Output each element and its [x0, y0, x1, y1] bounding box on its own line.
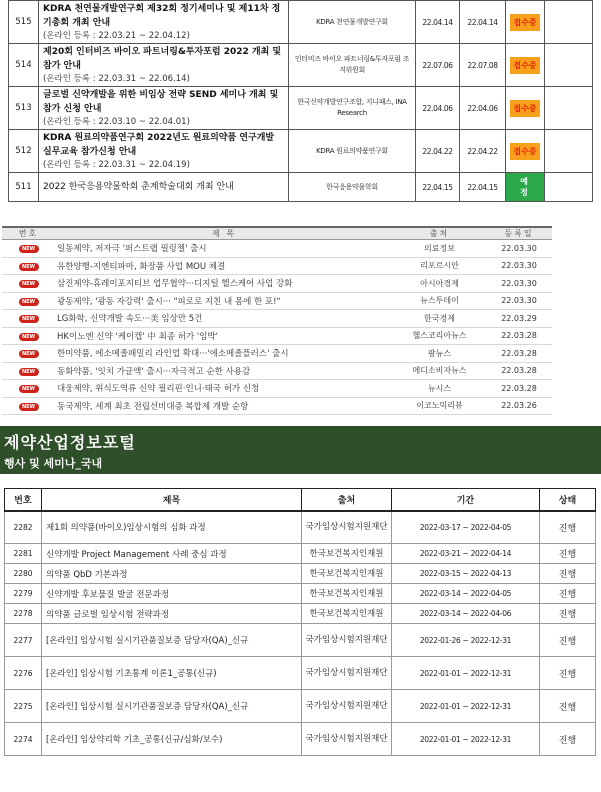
- event-registration: (온라인 등록 : 22.03.21 ~ 22.04.12): [43, 31, 190, 41]
- event-row[interactable]: [9, 44, 593, 87]
- seminar-row[interactable]: [5, 723, 596, 756]
- news-date: 22.03.28: [501, 348, 537, 358]
- news-title[interactable]: 광동제약, '광동 자강력' 출시··· "피로로 지친 내 몸에 한 포!": [57, 296, 281, 307]
- event-end: 22.04.22: [460, 130, 506, 173]
- event-organizer: KDRA 천연물개발연구회: [289, 1, 416, 44]
- seminar-number: 2280: [5, 564, 42, 584]
- seminar-period: 2022-01-01 ~ 2022-12-31: [392, 657, 540, 690]
- seminar-title[interactable]: [온라인] 임상시험 기초통계 이론1_공통(신규): [42, 657, 302, 690]
- event-table-section: [8, 0, 593, 207]
- seminar-row[interactable]: [5, 511, 596, 544]
- event-title[interactable]: KDRA 천연물개발연구회 제32회 정기세미나 및 제11차 정기총회 개최 안내: [43, 4, 281, 28]
- event-organizer: 한국신약개발연구조합, 지니패스, INA Research: [289, 87, 416, 130]
- news-title[interactable]: 삼진제약-휴레이포지티브 업무협약···디지털 헬스케어 사업 강화: [57, 279, 293, 290]
- news-date: 22.03.28: [501, 366, 537, 376]
- news-row[interactable]: [2, 380, 552, 398]
- event-start: 22.07.06: [416, 44, 460, 87]
- news-title[interactable]: LG화학, 신약개발 속도···美 임상만 5건: [57, 314, 203, 325]
- seminar-status: 진행: [540, 723, 596, 756]
- seminar-number: 2275: [5, 690, 42, 723]
- event-organizer: 인터비즈 바이오 파트너링&투자포럼 조직위원회: [289, 44, 416, 87]
- seminar-period: 2022-03-14 ~ 2022-04-05: [392, 584, 540, 604]
- portal-subtitle: 행사 및 세미나_국내: [4, 457, 103, 470]
- event-end: 22.04.15: [460, 173, 506, 202]
- col-header-date: 등록일: [504, 229, 534, 238]
- seminar-source: 국가임상시험지원재단: [302, 624, 392, 657]
- event-organizer: KDRA 원료의약품연구회: [289, 130, 416, 173]
- col-header-title: 제 목: [212, 229, 236, 238]
- seminar-period: 2022-03-15 ~ 2022-04-13: [392, 564, 540, 584]
- news-date: 22.03.30: [501, 243, 537, 253]
- seminar-source: 국가임상시험지원재단: [302, 690, 392, 723]
- news-date: 22.03.28: [501, 331, 537, 341]
- event-end: 22.04.06: [460, 87, 506, 130]
- news-table-section: [2, 226, 552, 426]
- news-table: [2, 226, 552, 415]
- news-row[interactable]: [2, 327, 552, 345]
- event-number: 511: [9, 173, 39, 202]
- seminar-number: 2277: [5, 624, 42, 657]
- seminar-status: 진행: [540, 544, 596, 564]
- news-source: 아시아경제: [420, 278, 459, 288]
- event-number: 512: [9, 130, 39, 173]
- seminar-source: 한국보건복지인재원: [302, 584, 392, 604]
- news-source: 헬스코리아뉴스: [412, 331, 467, 341]
- seminar-status: 진행: [540, 564, 596, 584]
- news-date: 22.03.30: [501, 278, 537, 288]
- new-badge: NEW: [19, 350, 39, 358]
- news-row[interactable]: [2, 397, 552, 415]
- new-badge: NEW: [19, 263, 39, 271]
- status-badge: 예 정: [506, 173, 544, 201]
- event-row[interactable]: [9, 1, 593, 44]
- event-row[interactable]: [9, 173, 593, 202]
- news-title[interactable]: 유한양행-지엔티파마, 화장품 사업 MOU 체결: [57, 261, 226, 272]
- seminar-number: 2276: [5, 657, 42, 690]
- news-source: 뉴스투데이: [420, 296, 459, 306]
- seminar-number: 2281: [5, 544, 42, 564]
- event-number: 513: [9, 87, 39, 130]
- new-badge: NEW: [19, 280, 39, 288]
- status-badge: 접수중: [510, 143, 539, 160]
- news-source: 한국경제: [424, 313, 455, 323]
- seminar-status: 진행: [540, 657, 596, 690]
- event-row[interactable]: [9, 87, 593, 130]
- news-date: 22.03.29: [501, 313, 537, 323]
- seminar-status: 진행: [540, 604, 596, 624]
- news-title[interactable]: HK이노엔 신약 '케이캡' 中 최종 허가 '임박': [57, 331, 218, 342]
- event-title[interactable]: 2022 한국응용약물학회 춘계학술대회 개최 안내: [43, 182, 234, 192]
- status-badge: 접수중: [510, 100, 539, 117]
- seminar-source: 국가임상시험지원재단: [302, 723, 392, 756]
- seminar-period: 2022-01-01 ~ 2022-12-31: [392, 723, 540, 756]
- col-header-source: 출처: [429, 229, 450, 238]
- new-badge: NEW: [19, 298, 39, 306]
- col-header-period: 기간: [392, 489, 540, 511]
- new-badge: NEW: [19, 403, 39, 411]
- event-organizer: 한국응용약물학회: [289, 173, 416, 202]
- seminar-title[interactable]: 제1회 의약품(바이오)임상시험의 심화 과정: [42, 511, 302, 544]
- news-date: 22.03.30: [501, 261, 537, 271]
- new-badge: NEW: [19, 245, 39, 253]
- col-header-title: 제목: [42, 489, 302, 511]
- seminar-table-section: [4, 488, 596, 788]
- news-title[interactable]: 동국제약, 세계 최초 전립선비대증 복합제 개발 순항: [57, 401, 249, 412]
- news-title[interactable]: 한미약품, 에소메졸패밀리 라인업 확대···'에소메졸플러스' 출시: [57, 349, 289, 360]
- seminar-title[interactable]: [온라인] 임상시험 실시기관품질보증 담당자(QA)_신규: [42, 690, 302, 723]
- seminar-table: [4, 488, 596, 756]
- seminar-period: 2022-03-17 ~ 2022-04-05: [392, 511, 540, 544]
- news-source: 메디소비자뉴스: [412, 366, 467, 376]
- event-start: 22.04.22: [416, 130, 460, 173]
- event-registration: (온라인 등록 : 22.03.31 ~ 22.04.19): [43, 160, 190, 170]
- event-number: 515: [9, 1, 39, 44]
- seminar-status: 진행: [540, 624, 596, 657]
- new-badge: NEW: [19, 333, 39, 341]
- seminar-number: 2274: [5, 723, 42, 756]
- event-row[interactable]: [9, 130, 593, 173]
- news-date: 22.03.28: [501, 383, 537, 393]
- seminar-status: 진행: [540, 511, 596, 544]
- news-header-row: [2, 227, 552, 240]
- col-header-number: 번호: [5, 489, 42, 511]
- col-header-source: 출처: [302, 489, 392, 511]
- col-header-number: 번호: [18, 229, 39, 238]
- news-source: 이코노믹리뷰: [416, 401, 463, 411]
- seminar-status: 진행: [540, 690, 596, 723]
- news-title[interactable]: 일동제약, 저자극 '퍼스트랩 필링젤' 출시: [57, 244, 207, 255]
- news-date: 22.03.30: [501, 296, 537, 306]
- event-start: 22.04.14: [416, 1, 460, 44]
- seminar-status: 진행: [540, 584, 596, 604]
- news-row[interactable]: [2, 275, 552, 293]
- event-start: 22.04.06: [416, 87, 460, 130]
- seminar-number: 2278: [5, 604, 42, 624]
- portal-banner: [0, 426, 601, 474]
- portal-title: 제약산업정보포털: [4, 433, 136, 452]
- seminar-source: 한국보건복지인재원: [302, 544, 392, 564]
- seminar-title[interactable]: [온라인] 임상약리학 기초_공통(신규/심화/보수): [42, 723, 302, 756]
- news-row[interactable]: [2, 292, 552, 310]
- status-badge: 접수중: [510, 57, 539, 74]
- news-source: 뉴시스: [427, 383, 452, 393]
- seminar-title[interactable]: 의약품 글로벌 임상시험 전략과정: [42, 604, 302, 624]
- news-source: 의료정보: [424, 243, 455, 253]
- seminar-period: 2022-01-26 ~ 2022-12-31: [392, 624, 540, 657]
- seminar-title[interactable]: 의약품 QbD 기본과정: [42, 564, 302, 584]
- event-table: [8, 0, 593, 202]
- event-number: 514: [9, 44, 39, 87]
- seminar-row[interactable]: [5, 584, 596, 604]
- seminar-title[interactable]: 신약개발 Project Management 사례 중심 과정: [42, 544, 302, 564]
- seminar-period: 2022-03-14 ~ 2022-04-06: [392, 604, 540, 624]
- seminar-source: 한국보건복지인재원: [302, 564, 392, 584]
- news-row[interactable]: [2, 345, 552, 363]
- news-row[interactable]: [2, 240, 552, 258]
- seminar-period: 2022-01-01 ~ 2022-12-31: [392, 690, 540, 723]
- event-title[interactable]: KDRA 원료의약품연구회 2022년도 원료의약품 연구개발 실무교육 참가신청 안내: [43, 133, 275, 157]
- news-row[interactable]: [2, 257, 552, 275]
- news-date: 22.03.26: [501, 401, 537, 411]
- event-title[interactable]: 글로벌 신약개발을 위한 비임상 전략 SEND 세미나 개최 및 참가 신청 안내: [43, 90, 279, 114]
- event-registration: (온라인 등록 : 22.03.10 ~ 22.04.01): [43, 117, 190, 127]
- seminar-title[interactable]: [온라인] 임상시험 실시기관품질보증 담당자(QA)_신규: [42, 624, 302, 657]
- seminar-row[interactable]: [5, 544, 596, 564]
- seminar-row[interactable]: [5, 624, 596, 657]
- seminar-number: 2282: [5, 511, 42, 544]
- seminar-title[interactable]: 신약개발 후보물질 발굴 전문과정: [42, 584, 302, 604]
- news-title[interactable]: 동화약품, '잇치 가글액' 출시···자극적고 순한 사용감: [57, 366, 251, 377]
- seminar-row[interactable]: [5, 657, 596, 690]
- news-row[interactable]: [2, 310, 552, 328]
- event-title[interactable]: 제20회 인터비즈 바이오 파트너링&투자포럼 2022 개최 및 참가 안내: [43, 47, 282, 71]
- seminar-row[interactable]: [5, 564, 596, 584]
- news-source: 팜뉴스: [427, 348, 452, 358]
- seminar-number: 2279: [5, 584, 42, 604]
- new-badge: NEW: [19, 385, 39, 393]
- seminar-row[interactable]: [5, 604, 596, 624]
- seminar-source: 한국보건복지인재원: [302, 604, 392, 624]
- news-title[interactable]: 대웅제약, 위식도역류 신약 필리핀·인니·태국 허가 신청: [57, 384, 260, 395]
- col-header-status: 상태: [540, 489, 596, 511]
- seminar-header-row: [5, 489, 596, 511]
- event-end: 22.07.08: [460, 44, 506, 87]
- seminar-period: 2022-03-21 ~ 2022-04-14: [392, 544, 540, 564]
- status-badge: 접수중: [510, 14, 539, 31]
- event-registration: (온라인 등록 : 22.03.31 ~ 22.06.14): [43, 74, 190, 84]
- event-start: 22.04.15: [416, 173, 460, 202]
- event-end: 22.04.14: [460, 1, 506, 44]
- news-row[interactable]: [2, 362, 552, 380]
- seminar-source: 국가임상시험지원재단: [302, 511, 392, 544]
- seminar-row[interactable]: [5, 690, 596, 723]
- new-badge: NEW: [19, 315, 39, 323]
- new-badge: NEW: [19, 368, 39, 376]
- news-source: 리포르시안: [420, 261, 459, 271]
- seminar-source: 국가임상시험지원재단: [302, 657, 392, 690]
